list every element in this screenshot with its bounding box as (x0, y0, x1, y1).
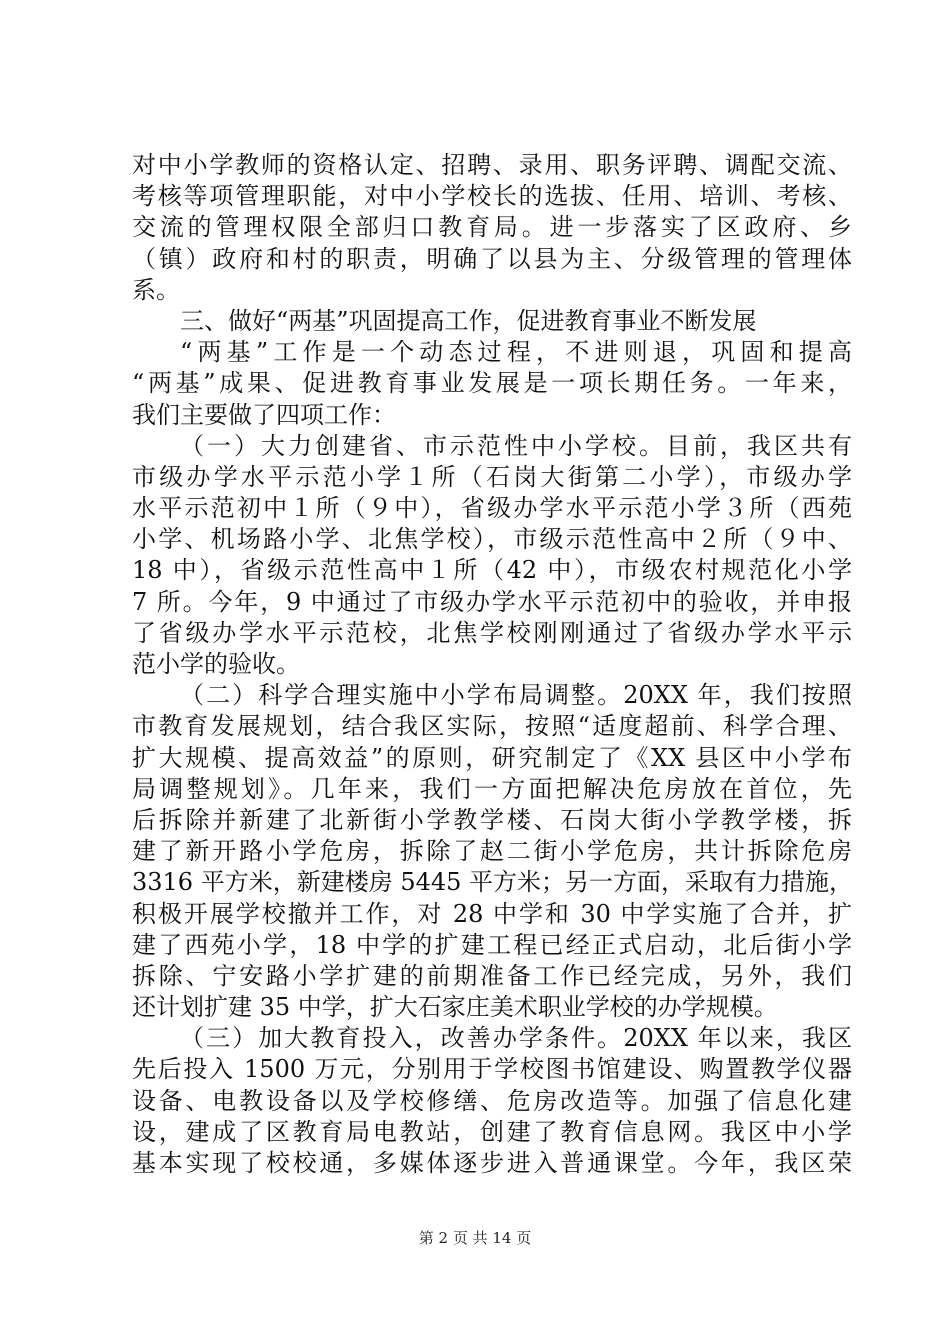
text-line: 市级办学水平示范小学１所（石岗大街第二小学），市级办学 (132, 462, 852, 491)
text-line: 三、做好“两基”巩固提高工作，促进教育事业不断发展 (180, 306, 757, 335)
text-line: （二）科学合理实施中小学布局调整。20XX 年，我们按照 (180, 681, 852, 710)
text-line: 扩大规模、提高效益”的原则，研究制定了《XX 县区中小学布 (132, 743, 852, 772)
document-body (132, 150, 852, 1179)
text-line: （三）加大教育投入，改善办学条件。20XX 年以来，我区 (180, 1024, 852, 1053)
text-line: 建了新开路小学危房，拆除了赵二街小学危房，共计拆除危房 (132, 837, 852, 866)
text-line: 考核等项管理职能，对中小学校长的选拔、任用、培训、考核、 (132, 182, 852, 211)
text-line: （镇）政府和村的职责，明确了以县为主、分级管理的管理体 (132, 244, 852, 273)
text-line: 还计划扩建 35 中学，扩大石家庄美术职业学校的办学规模。 (132, 993, 778, 1022)
text-line: 市教育发展规划，结合我区实际，按照“适度超前、科学合理、 (132, 712, 852, 741)
text-line: 后拆除并新建了北新街小学教学楼、石岗大街小学教学楼，拆 (132, 805, 852, 834)
text-line: 7 所。今年，9 中通过了市级办学水平示范初中的验收，并申报 (132, 587, 852, 616)
text-line: 先后投入 1500 万元，分别用于学校图书馆建设、购置教学仪器 (132, 1055, 852, 1084)
text-line: 了省级办学水平示范校，北焦学校刚刚通过了省级办学水平示 (132, 618, 852, 647)
text-line: 建了西苑小学，18 中学的扩建工程已经正式启动，北后街小学 (132, 930, 852, 959)
text-line: 积极开展学校撤并工作，对 28 中学和 30 中学实施了合并，扩 (132, 899, 852, 928)
text-line: 设备、电教设备以及学校修缮、危房改造等。加强了信息化建 (132, 1086, 852, 1115)
text-line: 局调整规划》。几年来，我们一方面把解决危房放在首位，先 (132, 774, 852, 803)
text-line: 3316 平方米，新建楼房 5445 平方米；另一方面，采取有力措施， (132, 868, 854, 897)
text-line: 18 中），省级示范性高中１所（42 中），市级农村规范化小学 (132, 556, 852, 585)
text-line: “两基”成果、促进教育事业发展是一项长期任务。一年来， (132, 369, 852, 398)
text-line: 系。 (132, 275, 180, 304)
text-line: 小学、机场路小学、北焦学校），市级示范性高中２所（９中、 (132, 525, 852, 554)
text-line: 设，建成了区教育局电教站，创建了教育信息网。我区中小学 (132, 1117, 852, 1146)
text-line: 基本实现了校校通，多媒体逐步进入普通课堂。今年，我区荣 (132, 1149, 852, 1177)
text-line: 水平示范初中１所（９中），省级办学水平示范小学３所（西苑 (132, 494, 852, 523)
page-footer: 第 2 页 共 14 页 (418, 1229, 532, 1247)
text-line: 拆除、宁安路小学扩建的前期准备工作已经完成，另外，我们 (132, 961, 852, 990)
text-line: （一）大力创建省、市示范性中小学校。目前，我区共有 (180, 431, 852, 460)
text-line: 我们主要做了四项工作： (132, 400, 396, 429)
text-line: 对中小学教师的资格认定、招聘、录用、职务评聘、调配交流、 (132, 151, 852, 179)
text-line: 交流的管理权限全部归口教育局。进一步落实了区政府、乡 (132, 213, 852, 242)
text-line: 范小学的验收。 (132, 650, 300, 678)
text-line: “两基”工作是一个动态过程，不进则退，巩固和提高 (180, 338, 852, 367)
